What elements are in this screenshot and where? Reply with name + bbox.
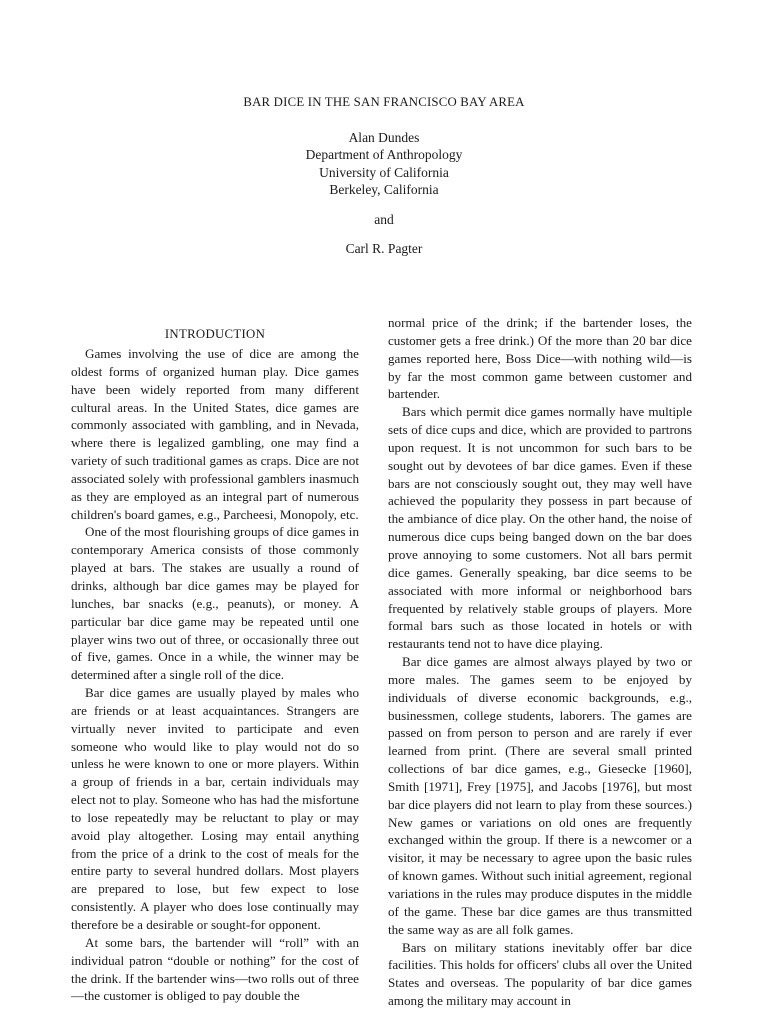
paragraph: One of the most flourishing groups of dice games in contemporary America consists of those commonly played at bars. The stakes are usually a round of drinks, although bar dice games may be played for lunches, bar snacks (e.g., peanuts), or money. A particular bar dice game may be repeated until one player wins two out of three, or occasionally three out of five, games. Once in a while, the winner may be determined after a single roll of the dice. bbox=[71, 524, 359, 683]
article-title: BAR DICE IN THE SAN FRANCISCO BAY AREA bbox=[243, 95, 525, 109]
paragraph: Bars which permit dice games normally have multiple sets of dice cups and dice, which are provided to partrons upon request. It is not uncommon for such bars to be sought out by devotees of bar dice games. Even if these bars are not consciously sought out, they may well have achieved the popularity they possess in part because of the ambiance of dice play. On the other hand, the noise of numerous dice cups being banged down on the bar does prove annoying to some customers. Not all bars permit dice games. Generally speaking, bar dice seems to be associated with more informal or neighborhood bars frequented by relatively stable groups of players. More formal bars such as those located in hotels or with restaurants tend not to have dice playing. bbox=[388, 404, 692, 652]
author-conjunction: and bbox=[374, 211, 394, 227]
author-affiliation-department: Department of Anthropology bbox=[305, 147, 463, 162]
paragraph: Bars on military stations inevitably offer bar dice facilities. This holds for officers' clubs all over the United States and overseas. The popularity of bar dice games among the military may account in bbox=[388, 939, 692, 1009]
coauthor-name: Carl R. Pagter bbox=[345, 241, 423, 256]
paragraph: Games involving the use of dice are among the oldest forms of organized human play. Dice games have been widely reported from many different cultural areas. In the United States, dice games are commonly associated with gambling, and in Nevada, where there is legalized gambling, one may find a variety of such traditional games as craps. Dice are not associated solely with professional gamblers inasmuch as they are employed as an integral part of numerous children's board games, e.g., Parcheesi, Monopoly, etc. bbox=[71, 346, 359, 522]
right-column bbox=[388, 314, 692, 1010]
author-affiliation-university: University of California bbox=[319, 164, 449, 180]
paragraph-continuation: normal price of the drink; if the bartender loses, the customer gets a free drink.) Of the more than 20 bar dice games reported here, Boss Dice—with nothing wild—is by far the most common game between customer and bartender. bbox=[388, 315, 692, 402]
author-name: Alan Dundes bbox=[348, 129, 420, 145]
paragraph: At some bars, the bartender will “roll” with an individual patron “double or nothing” for the cost of the drink. If the bartender wins—two rolls out of three—the customer is obliged to pay double the bbox=[71, 934, 359, 1004]
paragraph: Bar dice games are almost always played by two or more males. The games seem to be enjoyed by individuals of diverse economic backgrounds, e.g., businessmen, college students, laborers. The games are passed on from person to person and are rarely if ever learned from print. (There are several small printed collections of bar dice games, e.g., Giesecke [1960], Smith [1971], Frey [1975], and Jacobs [1976], but most bar dice players did not learn to play from these sources.) New games or variations on old ones are frequently exchanged within the group. If there is a newcomer or a visitor, it may be necessary to agree upon the basic rules of known games. Without such initial agreement, regional variations in the rules may produce disputes in the middle of the game. These bar dice games are thus transmitted the same way as are all folk games. bbox=[388, 654, 692, 937]
article-header bbox=[0, 94, 768, 258]
paragraph: Bar dice games are usually played by males who are friends or at least acquaintances. Strangers are virtually never invited to participate and even someone who would like to play would not do so unless he were known to one or more players. Within a group of friends in a bar, certain individuals may elect not to play. Someone who has had the misfortune to lose repeatedly may be reluctant to play or may avoid play altogether. Losing may entail anything from the price of a drink to the cost of meals for the entire party to several hundred dollars. Most players are prepared to lose, but few expect to lose consistently. A player who does lose continually may therefore be a desirable or sought-for opponent. bbox=[71, 685, 359, 932]
author-affiliation-location: Berkeley, California bbox=[329, 182, 439, 197]
left-column bbox=[71, 326, 359, 1005]
section-heading: INTRODUCTION bbox=[164, 327, 266, 341]
